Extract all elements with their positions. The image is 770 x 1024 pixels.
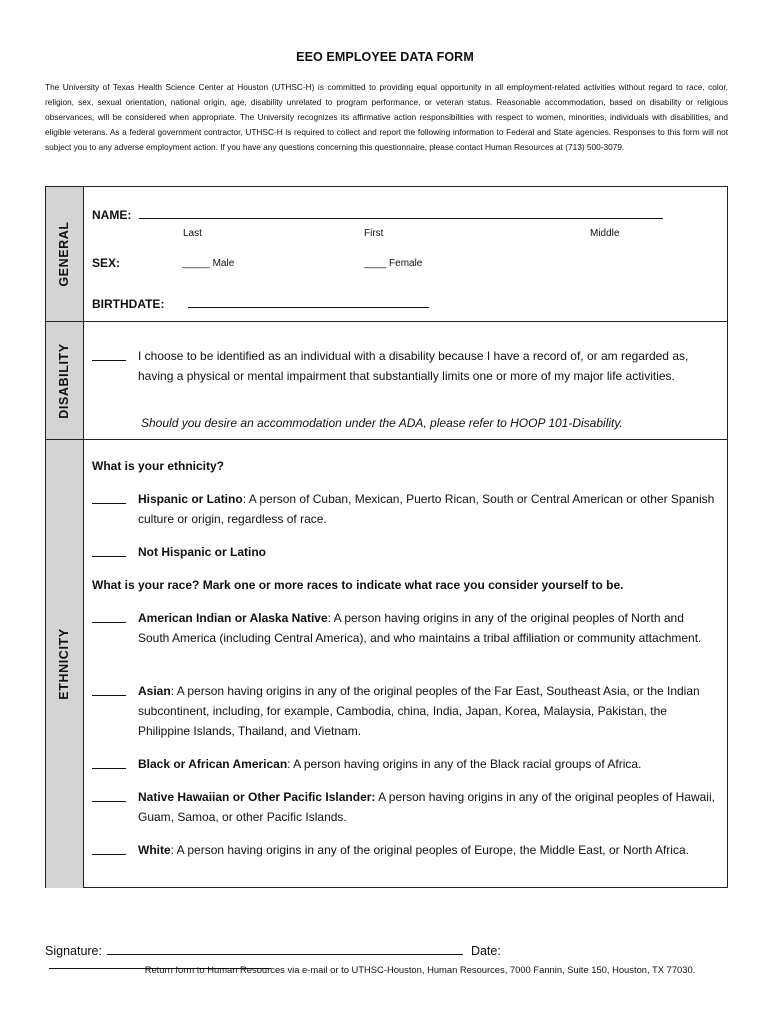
name-last-caption: Last xyxy=(183,228,202,239)
date-label: Date: xyxy=(470,944,501,958)
name-middle-caption: Middle xyxy=(590,228,620,239)
race-checkbox-blank[interactable] xyxy=(92,754,127,775)
race-checkbox-blank[interactable] xyxy=(92,608,127,629)
form-table xyxy=(45,186,728,888)
race-option xyxy=(92,754,717,774)
race-label: White xyxy=(138,843,171,857)
not-hispanic-checkbox-blank[interactable] xyxy=(92,542,127,563)
ada-note: Should you desire an accommodation under the ADA, please refer to HOOP 101-Disability. xyxy=(141,416,623,430)
race-label: Black or African American xyxy=(138,757,288,771)
race-description: A person having origins in any of the original peoples of Hawaii, Guam, Samoa, or other Pacific Islands. xyxy=(138,790,715,824)
ethnicity-side-bar xyxy=(46,440,84,888)
sex-female-option[interactable]: ____ Female xyxy=(364,258,423,269)
race-label: Asian xyxy=(138,684,171,698)
race-description: : A person having origins in any of the Black racial groups of Africa. xyxy=(287,757,642,771)
race-question: What is your race? Mark one or more races to indicate what race you consider yourself to be. xyxy=(92,578,624,592)
intro-paragraph: The University of Texas Health Science Center at Houston (UTHSC-H) is committed to providing equal opportunity in all employment-related activities without regard to race, color, religion, sex, sexual orientation, national origin, age, disability unrelated to program performance, or veteran status. Reasonable accommodation, based on disability or religious observances, will be considered when appropriate. The University recognizes its affirmative action responsibilities with respect to women, minorities, individuals with disabilities, and eligible veterans. As a federal government contractor, UTHSC-H is required to collect and report the following information to Federal and State agencies. Responses to this form will not subject you to any adverse employment action. If you have any questions concerning this questionnaire, please contact Human Resources at (713) 500-3079. xyxy=(45,82,728,152)
race-option xyxy=(92,681,717,741)
race-label: American Indian or Alaska Native xyxy=(138,611,328,625)
disability-checkbox-blank[interactable] xyxy=(92,346,127,367)
race-checkbox-blank[interactable] xyxy=(92,787,127,808)
hispanic-label: Hispanic or Latino xyxy=(138,492,243,506)
ethnicity-section xyxy=(46,439,727,888)
race-option xyxy=(92,840,717,860)
name-field[interactable] xyxy=(139,218,663,219)
race-option xyxy=(92,608,717,648)
disability-side-label: DISABILITY xyxy=(57,343,71,419)
race-option xyxy=(92,787,717,827)
hispanic-description: : A person of Cuban, Mexican, Puerto Rican, South or Central American or other Spanish culture or origin, regardless of race. xyxy=(138,492,715,526)
not-hispanic-option xyxy=(92,542,717,562)
signature-field[interactable] xyxy=(107,954,463,955)
sex-male-option[interactable]: _____ Male xyxy=(182,258,235,269)
general-side-bar xyxy=(46,187,84,321)
race-checkbox-blank[interactable] xyxy=(92,840,127,861)
sex-label: SEX: xyxy=(92,256,121,270)
ethnicity-side-label: ETHNICITY xyxy=(57,628,71,700)
footer-instructions: Return form to Human Resources via e-mail or to UTHSC-Houston, Human Resources, 7000 Fannin, Suite 150, Houston, TX 77030. xyxy=(144,964,696,975)
race-description: : A person having origins in any of the original peoples of North and South America (including Central America), and who maintains a tribal affiliation or community attachment. xyxy=(138,611,702,645)
form-title: EEO EMPLOYEE DATA FORM xyxy=(296,50,474,64)
hispanic-option xyxy=(92,489,717,529)
disability-section xyxy=(46,321,727,440)
race-checkbox-blank[interactable] xyxy=(92,681,127,702)
race-label: Native Hawaiian or Other Pacific Islander: xyxy=(138,790,376,804)
hispanic-checkbox-blank[interactable] xyxy=(92,489,127,510)
general-section xyxy=(46,187,727,321)
name-first-caption: First xyxy=(364,228,384,239)
ethnicity-question: What is your ethnicity? xyxy=(92,459,225,473)
signature-label: Signature: xyxy=(45,944,102,958)
name-label: NAME: xyxy=(92,208,132,222)
race-description: : A person having origins in any of the original peoples of Europe, the Middle East, or North Africa. xyxy=(170,843,689,857)
birthdate-field[interactable] xyxy=(188,307,429,308)
disability-side-bar xyxy=(46,322,84,440)
disability-statement: I choose to be identified as an individual with a disability because I have a record of, or am regarded as, having a physical or mental impairment that substantially limits one or more of my major life activities. xyxy=(138,349,689,383)
birthdate-label: BIRTHDATE: xyxy=(92,297,165,311)
race-description: : A person having origins in any of the original peoples of the Far East, Southeast Asia, or the Indian subcontinent, including, for example, Cambodia, china, India, Japan, Korea, Malaysia, Pakistan, the Philippine Islands, Thailand, and Vietnam. xyxy=(138,684,700,738)
not-hispanic-label: Not Hispanic or Latino xyxy=(138,545,267,559)
general-side-label: GENERAL xyxy=(57,221,71,287)
